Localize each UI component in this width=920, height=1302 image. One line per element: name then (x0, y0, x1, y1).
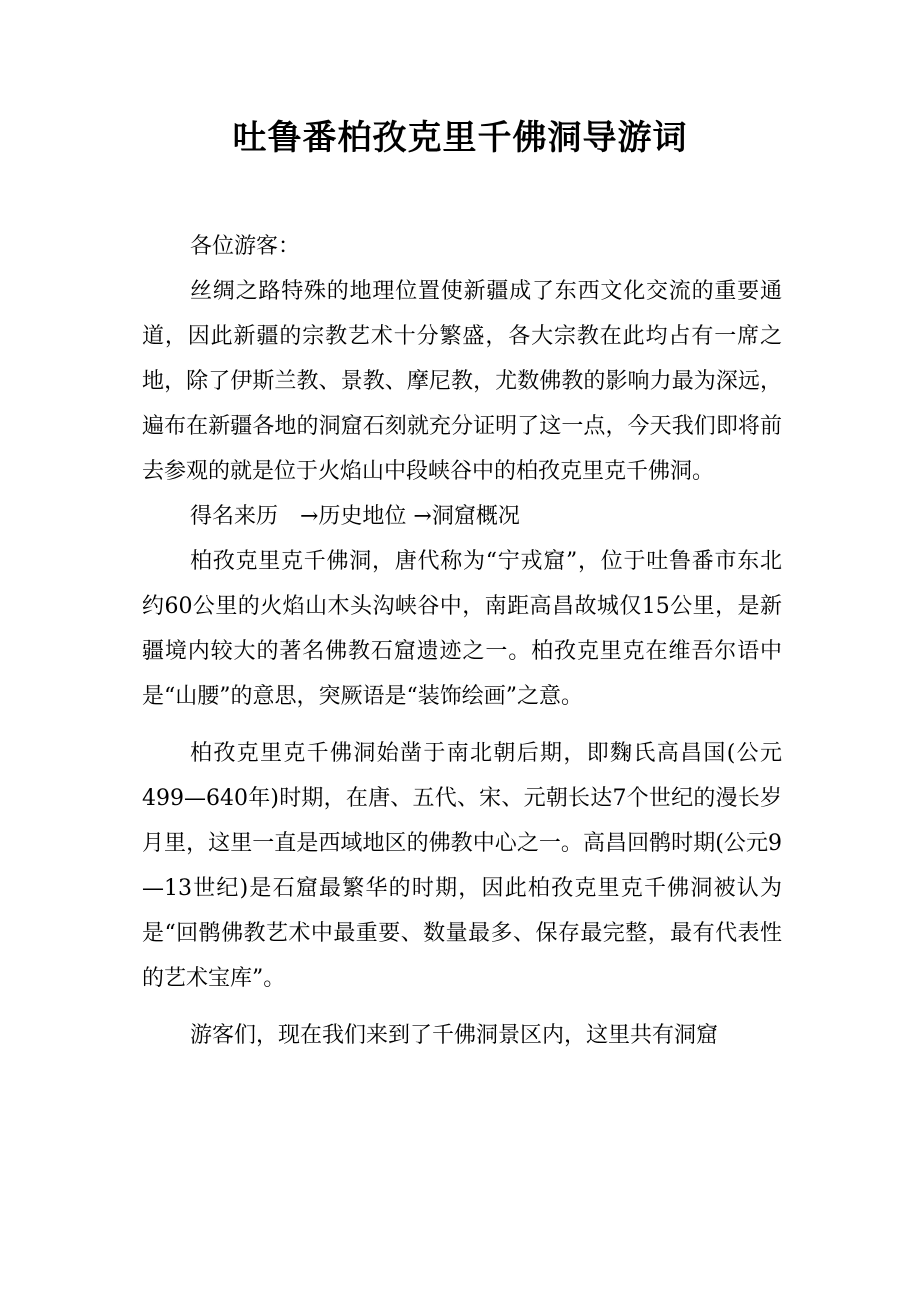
paragraph-intro: 丝绸之路特殊的地理位置使新疆成了东西文化交流的重要通道，因此新疆的宗教艺术十分繁盛，各大宗教在此均占有一席之地，除了伊斯兰教、景教、摩尼教，尤数佛教的影响力最为深远，遍布在新疆各地的洞窟石刻就充分证明了这一点，今天我们即将前去参观的就是位于火焰山中段峡谷中的柏孜克里克千佛洞。 (142, 279, 782, 484)
paragraph-greeting: 各位游客： (190, 234, 301, 259)
document-title: 吐鲁番柏孜克里千佛洞导游词 (232, 118, 688, 158)
paragraph-history: 柏孜克里克千佛洞始凿于南北朝后期，即麴氏高昌国(公元499—640年)时期，在唐、五代、宋、元朝长达7个世纪的漫长岁月里，这里一直是西域地区的佛教中心之一。高昌回鹘时期(公元9—13世纪)是石窟最繁华的时期，因此柏孜克里克千佛洞被认为是“回鹘佛教艺术中最重要、数量最多、保存最完整，最有代表性的艺术宝库”。 (142, 741, 782, 991)
paragraph-outline: 得名来历 →历史地位 →洞窟概况 (190, 504, 520, 529)
paragraph-caves: 游客们，现在我们来到了千佛洞景区内，这里共有洞窟 (190, 1023, 719, 1048)
paragraph-location: 柏孜克里克千佛洞，唐代称为“宁戎窟”，位于吐鲁番市东北约60公里的火焰山木头沟峡谷中，南距高昌故城仅15公里，是新疆境内较大的著名佛教石窟遗迹之一。柏孜克里克在维吾尔语中是“山腰”的意思，突厥语是“装饰绘画”之意。 (142, 549, 782, 709)
document-body (142, 224, 782, 1058)
